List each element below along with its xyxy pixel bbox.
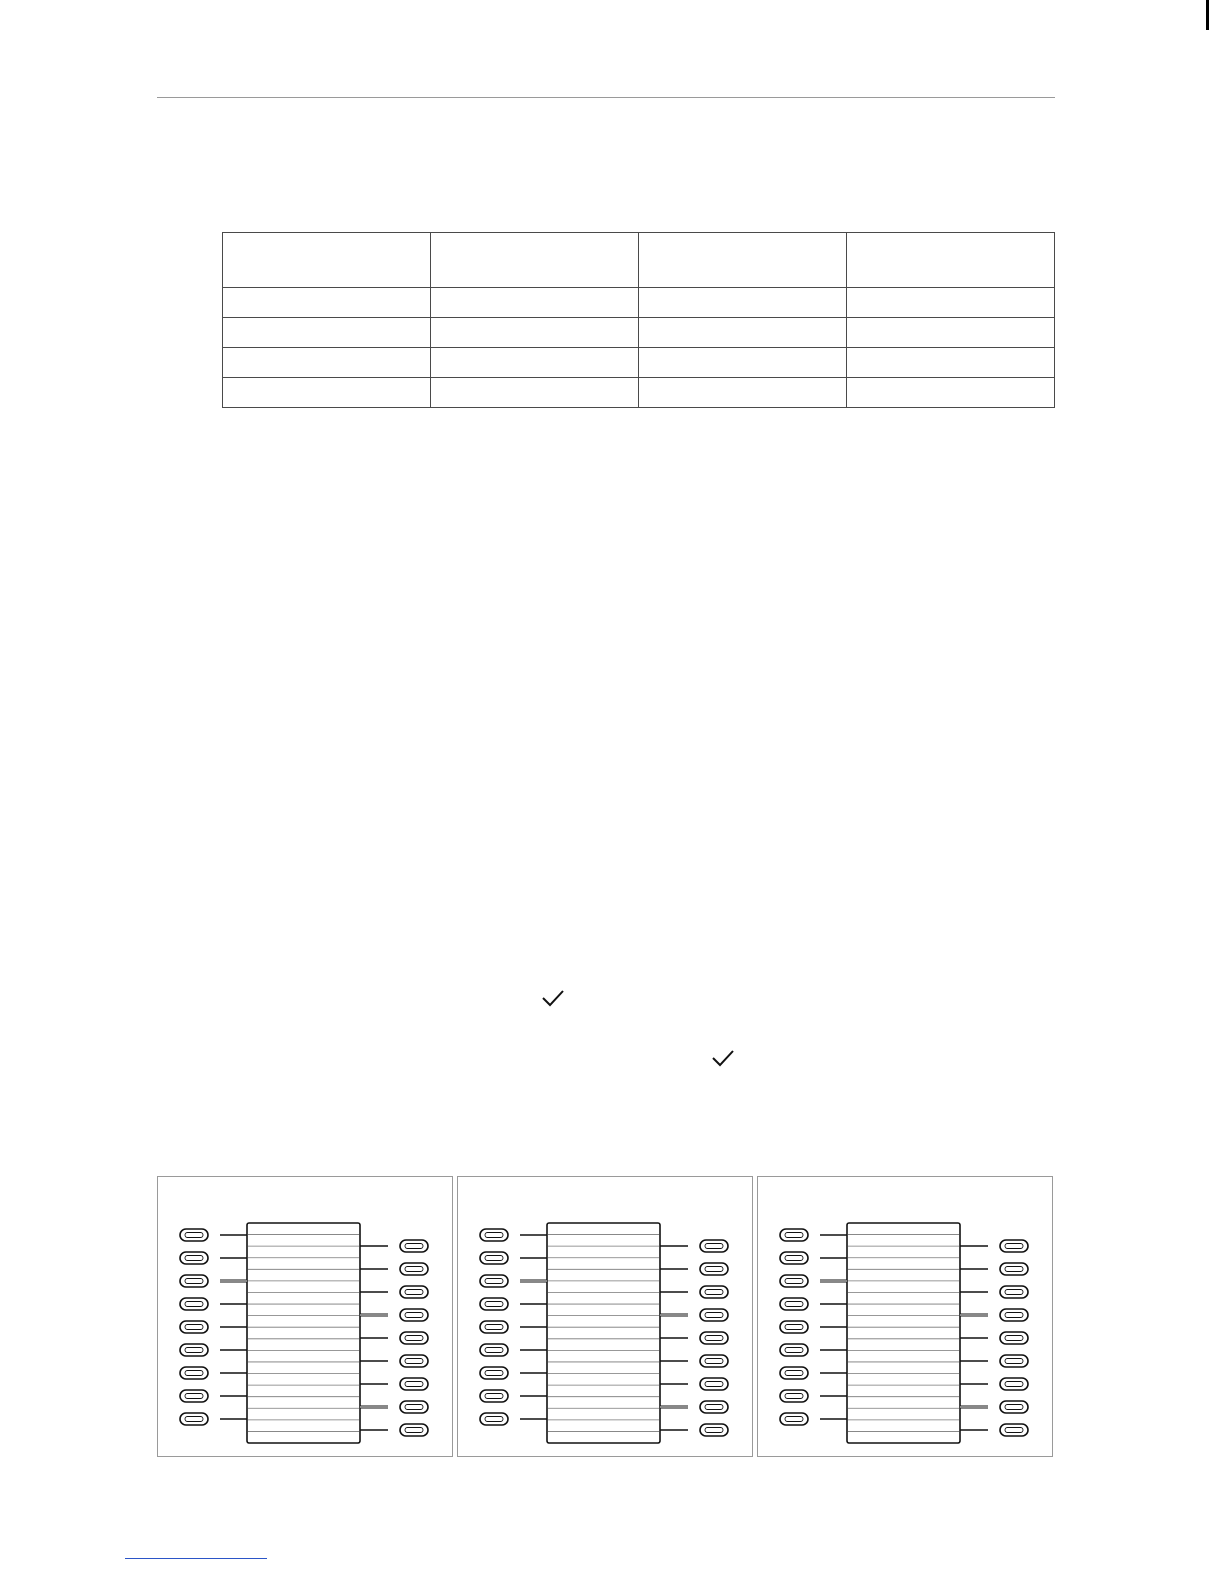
line-key bbox=[180, 1298, 208, 1310]
line-key bbox=[480, 1413, 508, 1425]
line-key bbox=[480, 1275, 508, 1287]
table-cell bbox=[847, 378, 1055, 408]
line-key bbox=[480, 1252, 508, 1264]
line-key bbox=[700, 1401, 728, 1413]
line-key bbox=[180, 1390, 208, 1402]
line-key bbox=[400, 1309, 428, 1321]
line-key bbox=[180, 1413, 208, 1425]
line-key bbox=[1000, 1401, 1028, 1413]
expansion-module-diagram-3 bbox=[758, 1177, 1052, 1456]
line-key bbox=[180, 1367, 208, 1379]
line-key bbox=[1000, 1286, 1028, 1298]
table-header-cell bbox=[847, 233, 1055, 288]
line-key bbox=[700, 1309, 728, 1321]
line-key bbox=[780, 1252, 808, 1264]
line-key bbox=[700, 1286, 728, 1298]
table-cell bbox=[223, 318, 431, 348]
line-key bbox=[1000, 1332, 1028, 1344]
table-cell bbox=[639, 288, 847, 318]
page-edge-marker bbox=[1206, 0, 1209, 30]
table-cell bbox=[639, 348, 847, 378]
diagram-panel bbox=[457, 1176, 753, 1457]
header-rule bbox=[157, 97, 1055, 98]
checkmark-icon bbox=[541, 988, 565, 1008]
line-key bbox=[480, 1344, 508, 1356]
lcd-screen bbox=[847, 1223, 960, 1443]
table-cell bbox=[223, 378, 431, 408]
line-key bbox=[400, 1355, 428, 1367]
table-cell bbox=[431, 348, 639, 378]
diagram-panel bbox=[757, 1176, 1053, 1457]
line-key bbox=[780, 1229, 808, 1241]
expansion-module-diagram-2 bbox=[458, 1177, 752, 1456]
line-key bbox=[1000, 1240, 1028, 1252]
line-key bbox=[480, 1229, 508, 1241]
line-key bbox=[1000, 1309, 1028, 1321]
table-row bbox=[223, 348, 1055, 378]
line-key bbox=[700, 1378, 728, 1390]
table-row bbox=[223, 378, 1055, 408]
line-key bbox=[780, 1390, 808, 1402]
diagram-panel bbox=[157, 1176, 453, 1457]
link-underline bbox=[125, 1558, 267, 1559]
table-row bbox=[223, 288, 1055, 318]
lcd-screen bbox=[547, 1223, 660, 1443]
line-key bbox=[1000, 1263, 1028, 1275]
table-header-cell bbox=[431, 233, 639, 288]
spec-table bbox=[222, 232, 1055, 408]
line-key bbox=[700, 1240, 728, 1252]
line-key bbox=[780, 1298, 808, 1310]
table-header-row bbox=[223, 233, 1055, 288]
line-key bbox=[480, 1321, 508, 1333]
table-cell bbox=[223, 288, 431, 318]
table-header-cell bbox=[639, 233, 847, 288]
table-cell bbox=[847, 288, 1055, 318]
table-cell bbox=[431, 378, 639, 408]
line-key bbox=[180, 1275, 208, 1287]
line-key bbox=[400, 1332, 428, 1344]
table-cell bbox=[639, 318, 847, 348]
line-key bbox=[480, 1298, 508, 1310]
line-key bbox=[780, 1413, 808, 1425]
line-key bbox=[1000, 1355, 1028, 1367]
line-key bbox=[780, 1275, 808, 1287]
line-key bbox=[780, 1344, 808, 1356]
line-key bbox=[700, 1332, 728, 1344]
table-cell bbox=[639, 378, 847, 408]
line-key bbox=[180, 1321, 208, 1333]
line-key bbox=[400, 1378, 428, 1390]
line-key bbox=[180, 1344, 208, 1356]
line-key bbox=[700, 1263, 728, 1275]
line-key bbox=[480, 1390, 508, 1402]
line-key bbox=[180, 1229, 208, 1241]
line-key bbox=[400, 1263, 428, 1275]
line-key bbox=[1000, 1424, 1028, 1436]
table-cell bbox=[223, 348, 431, 378]
table-cell bbox=[847, 348, 1055, 378]
table-row bbox=[223, 318, 1055, 348]
line-key bbox=[400, 1424, 428, 1436]
checkmark-icon bbox=[711, 1048, 735, 1068]
table-cell bbox=[431, 288, 639, 318]
lcd-screen bbox=[247, 1223, 360, 1443]
line-key bbox=[400, 1401, 428, 1413]
line-key bbox=[400, 1240, 428, 1252]
line-key bbox=[400, 1286, 428, 1298]
expansion-module-diagram-1 bbox=[158, 1177, 452, 1456]
table-cell bbox=[847, 318, 1055, 348]
table-header-cell bbox=[223, 233, 431, 288]
line-key bbox=[700, 1424, 728, 1436]
line-key bbox=[780, 1367, 808, 1379]
line-key bbox=[780, 1321, 808, 1333]
line-key bbox=[700, 1355, 728, 1367]
line-key bbox=[1000, 1378, 1028, 1390]
line-key bbox=[480, 1367, 508, 1379]
line-key bbox=[180, 1252, 208, 1264]
table-cell bbox=[431, 318, 639, 348]
